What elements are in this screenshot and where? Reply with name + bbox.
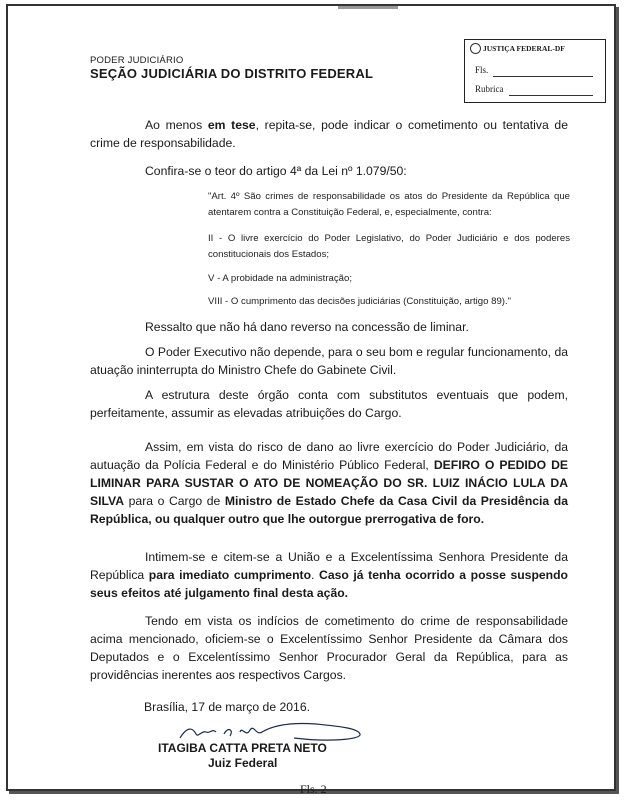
paragraph-4: O Poder Executivo não depende, para o seu bom e regular funcionamento, da atuação ininterrupta do Ministro Chefe do Gabinete Civil.: [90, 345, 568, 377]
scan-mark: [338, 6, 398, 9]
quote-inciso-viii: VIII - O cumprimento das decisões judiciárias (Constituição, artigo 89).": [208, 296, 512, 307]
stamp-rubrica-label: Rubrica: [475, 84, 504, 94]
stamp-rubrica-line: [509, 95, 593, 96]
stamp-fls-line: [493, 76, 593, 77]
paragraph-8: Tendo em vista os indícios de cometimento do crime de responsabilidade acima mencionado, oficiem-se o Excelentíssimo Senhor Presidente da Câmara dos Deputados e o Excelentíssimo Senhor Procurador Geral da República, para as providências inerentes aos respectivos Cargos.: [90, 614, 568, 682]
document-page: [6, 4, 616, 796]
court-stamp: [464, 39, 606, 103]
paragraph-1: Ao menos em tese, repita-se, pode indicar o cometimento ou tentativa de crime de responsabilidade.: [90, 118, 568, 150]
signer-name: ITAGIBA CATTA PRETA NETO: [158, 741, 327, 755]
stamp-fls-label: Fls.: [475, 65, 489, 75]
paragraph-2: Confira-se o teor do artigo 4ª da Lei nº 1.079/50:: [145, 164, 407, 178]
paragraph-6: Assim, em vista do risco de dano ao livre exercício do Poder Judiciário, da autuação da Polícia Federal e do Ministério Público Federal, DEFIRO O PEDIDO DE LIMINAR PARA SUSTAR O ATO DE NOMEAÇÃO DO SR. LUIZ INÁCIO LULA DA SILVA para o Cargo de Ministro de Estado Chefe da Casa Civil da Presidência da República, ou qualquer outro que lhe outorgue prerrogativa de foro.: [90, 440, 569, 526]
quote-art4: "Art. 4º São crimes de responsabilidade os atos do Presidente da República que atentarem contra a Constituição Federal, e, especialmente, contra:: [208, 191, 570, 218]
place-date: Brasília, 17 de março de 2016.: [144, 700, 310, 714]
paragraph-7: Intimem-se e citem-se a União e a Excelentíssima Senhora Presidente da República para imediato cumprimento. Caso já tenha ocorrido a posse suspendo seus efeitos até julgamento final desta ação.: [90, 550, 568, 600]
signer-role: Juiz Federal: [208, 756, 278, 770]
paragraph-5: A estrutura deste órgão conta com substitutos eventuais que podem, perfeitamente, assumir as elevadas atribuições do Cargo.: [90, 388, 568, 420]
org-name-small: PODER JUDICIÁRIO: [90, 55, 184, 66]
page-number: Fls. 2: [300, 782, 327, 796]
paragraph-3: Ressalto que não há dano reverso na concessão de liminar.: [145, 320, 469, 334]
quote-inciso-ii: II - O livre exercício do Poder Legislativo, do Poder Judiciário e dos poderes constitucionais dos Estados;: [208, 233, 570, 260]
stamp-title: JUSTIÇA FEDERAL-DF: [483, 44, 565, 53]
org-name-big: SEÇÃO JUDICIÁRIA DO DISTRITO FEDERAL: [90, 66, 374, 81]
seal-icon: [470, 43, 481, 54]
quote-inciso-v: V - A probidade na administração;: [208, 273, 352, 284]
